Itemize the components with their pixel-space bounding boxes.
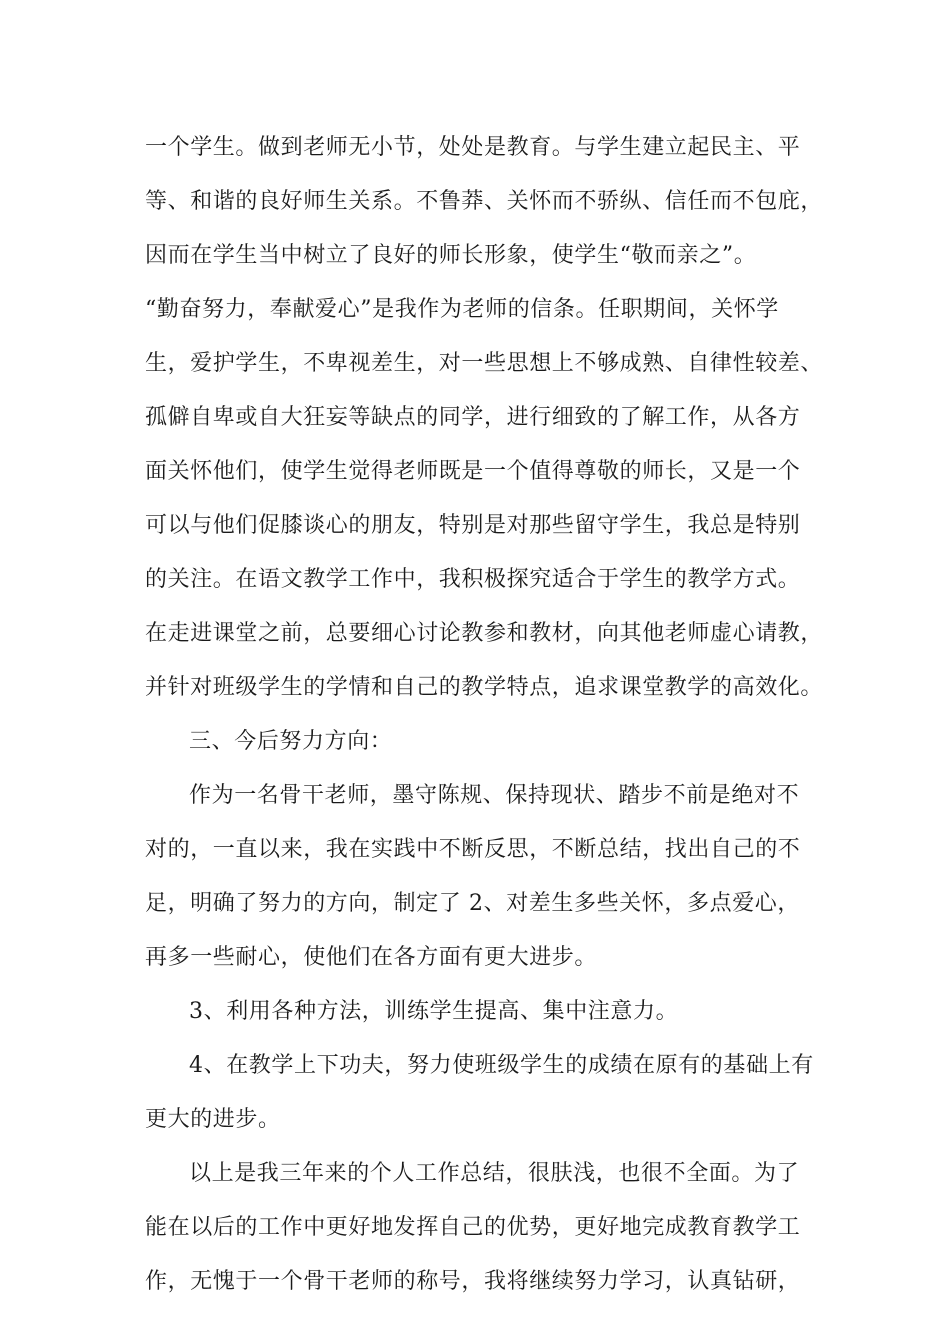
text-line: 因而在学生当中树立了良好的师长形象，使学生“敬而亲之”。 [145,243,757,268]
text-line: 能在以后的工作中更好地发挥自己的优势，更好地完成教育教学工 [145,1215,801,1240]
text-line: 等、和谐的良好师生关系。不鲁莽、关怀而不骄纵、信任而不包庇， [145,189,824,214]
text-line: 再多一些耐心，使他们在各方面有更大进步。 [145,945,598,970]
text-line: 并针对班级学生的学情和自己的教学特点，追求课堂教学的高效化。 [145,675,824,700]
text-line: 作，无愧于一个骨干老师的称号，我将继续努力学习，认真钻研， [145,1269,801,1294]
text-line: 孤僻自卑或自大狂妄等缺点的同学，进行细致的了解工作，从各方 [145,405,801,430]
text-line: 可以与他们促膝谈心的朋友，特别是对那些留守学生，我总是特别 [145,513,801,538]
section-heading: 三、今后努力方向： [189,729,393,754]
text-line: 以上是我三年来的个人工作总结，很肤浅，也很不全面。为了 [189,1161,800,1186]
text-line: 足，明确了努力的方向，制定了 2、对差生多些关怀，多点爱心， [145,891,800,916]
text-line: 一个学生。做到老师无小节，处处是教育。与学生建立起民主、平 [145,135,801,160]
text-line: 更大的进步。 [145,1107,281,1132]
text-line: 面关怀他们，使学生觉得老师既是一个值得尊敬的师长，又是一个 [145,459,801,484]
text-line: 的关注。在语文教学工作中，我积极探究适合于学生的教学方式。 [145,567,801,592]
text-line: “勤奋努力，奉献爱心”是我作为老师的信条。任职期间，关怀学 [145,297,779,322]
text-line: 在走进课堂之前，总要细心讨论教参和教材，向其他老师虚心请教， [145,621,824,646]
text-line: 对的，一直以来，我在实践中不断反思，不断总结，找出自己的不 [145,837,801,862]
text-line: 生，爱护学生，不卑视差生，对一些思想上不够成熟、自律性较差、 [145,351,824,376]
text-line: 4、在教学上下功夫，努力使班级学生的成绩在原有的基础上有 [189,1053,814,1078]
text-line: 作为一名骨干老师，墨守陈规、保持现状、踏步不前是绝对不 [189,783,800,808]
text-line: 3、利用各种方法，训练学生提高、集中注意力。 [189,999,679,1024]
